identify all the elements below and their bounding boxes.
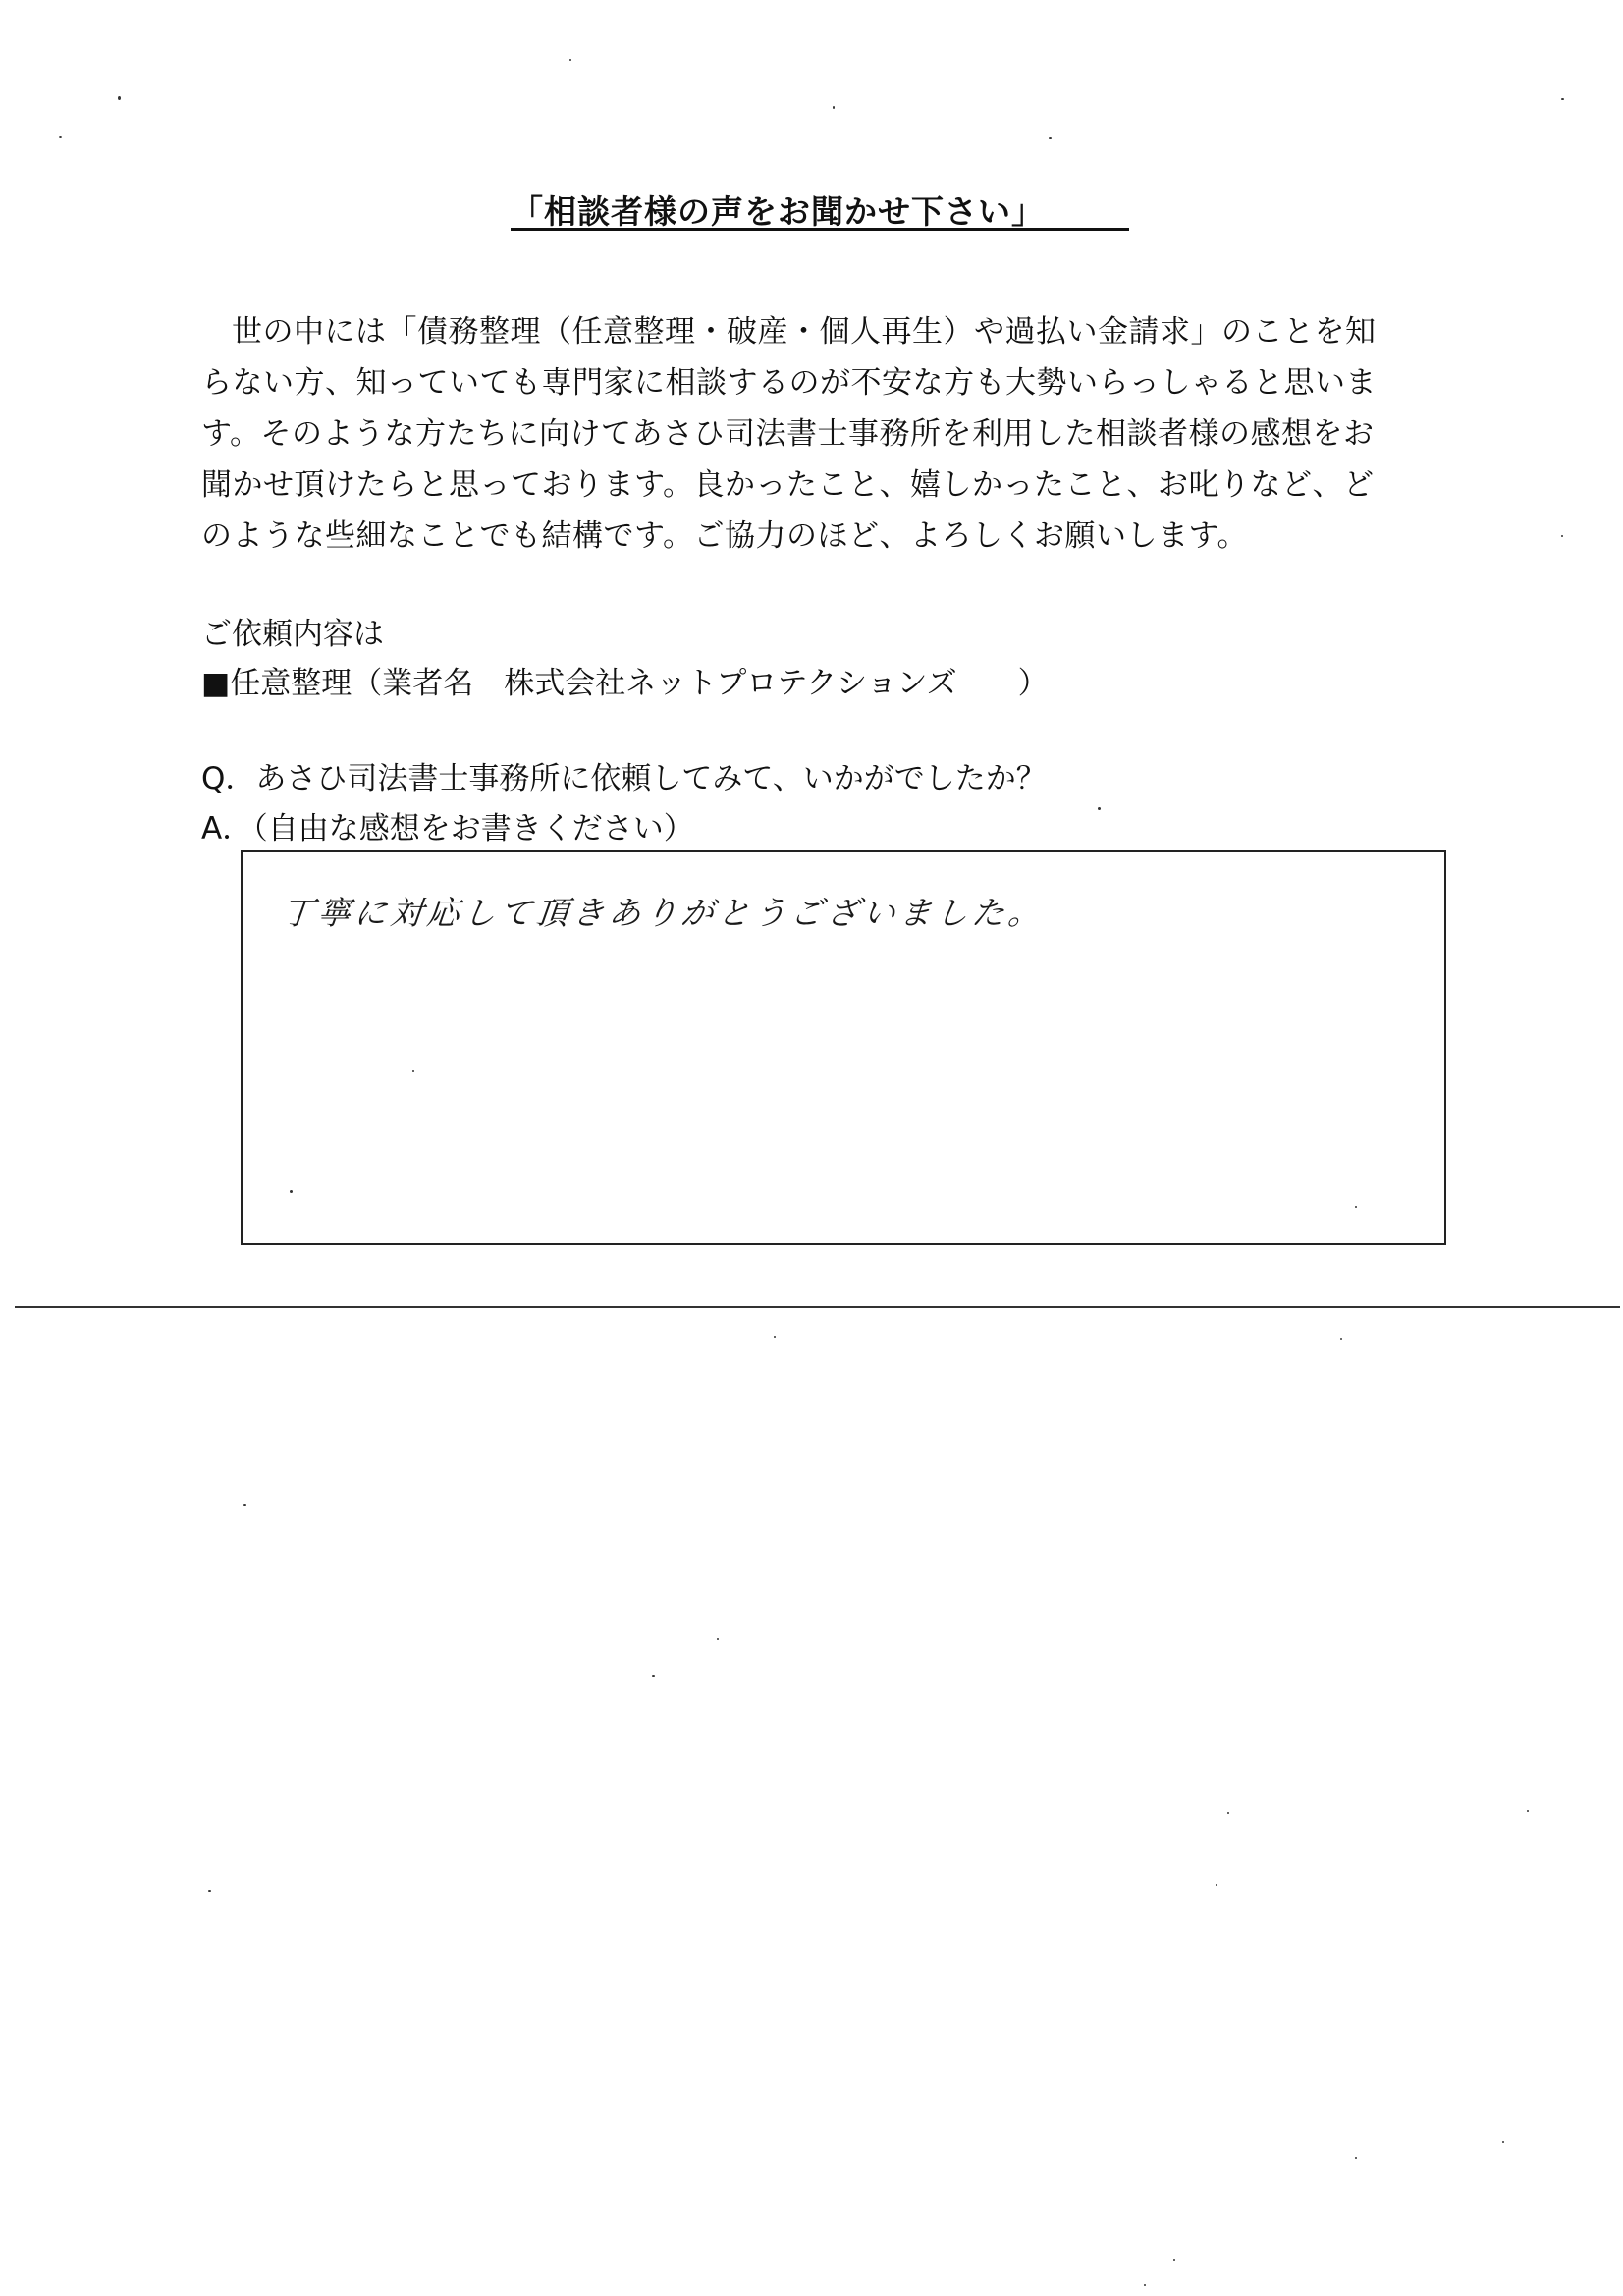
scan-speck bbox=[717, 1638, 719, 1640]
scan-speck bbox=[1049, 137, 1052, 139]
scan-speck bbox=[1561, 98, 1564, 100]
scan-speck bbox=[208, 1890, 211, 1892]
answer-box bbox=[241, 850, 1446, 1245]
scan-speck bbox=[412, 1070, 414, 1072]
scan-speck bbox=[118, 96, 121, 100]
scan-speck bbox=[1216, 1884, 1217, 1886]
divider-line bbox=[15, 1306, 1620, 1308]
scan-speck bbox=[1561, 535, 1563, 537]
intro-line: す。そのような方たちに向けてあさひ司法書士事務所を利用した相談者様の感想をお bbox=[201, 416, 1375, 452]
scan-speck bbox=[1502, 2141, 1504, 2143]
intro-line: 聞かせ頂けたらと思っております。良かったこと、嬉しかったこと、お叱りなど、ど bbox=[201, 467, 1375, 503]
scan-speck bbox=[774, 1336, 776, 1338]
scan-speck bbox=[1227, 1812, 1229, 1814]
scan-speck bbox=[652, 1675, 655, 1677]
scan-speck bbox=[243, 1504, 246, 1506]
scan-speck bbox=[569, 59, 571, 61]
intro-line: のような些細なことでも結構です。ご協力のほど、よろしくお願いします。 bbox=[201, 519, 1249, 554]
title-underline bbox=[511, 228, 1129, 231]
scan-speck bbox=[1355, 2157, 1357, 2159]
scan-speck bbox=[1173, 2259, 1175, 2261]
scan-speck bbox=[1144, 2284, 1146, 2286]
scan-speck bbox=[290, 1190, 293, 1193]
intro-paragraph bbox=[201, 306, 1458, 562]
answer-label: A．（自由な感想をお書きください） bbox=[201, 811, 694, 847]
question-text: Q．あさひ司法書士事務所に依頼してみて、いかがでしたか？ bbox=[201, 761, 1047, 796]
scan-speck bbox=[1340, 1338, 1342, 1340]
scan-speck bbox=[1527, 1810, 1529, 1812]
scan-speck bbox=[59, 136, 62, 138]
scan-speck bbox=[833, 106, 835, 109]
page-title: 「相談者様の声をお聞かせ下さい」 bbox=[511, 192, 1045, 231]
scan-speck bbox=[1355, 1206, 1357, 1208]
intro-line: らない方、知っていても専門家に相談するのが不安な方も大勢いらっしゃると思いま bbox=[201, 365, 1377, 401]
scan-speck bbox=[1098, 807, 1101, 810]
intro-line: 世の中には「債務整理（任意整理・破産・個人再生）や過払い金請求」のことを知 bbox=[232, 314, 1377, 350]
request-heading: ご依頼内容は bbox=[201, 617, 384, 652]
handwritten-answer: 丁寧に対応して頂きありがとうございました。 bbox=[279, 894, 1047, 932]
request-item: ■任意整理（業者名 株式会社ネットプロテクションズ ） bbox=[201, 666, 1049, 701]
